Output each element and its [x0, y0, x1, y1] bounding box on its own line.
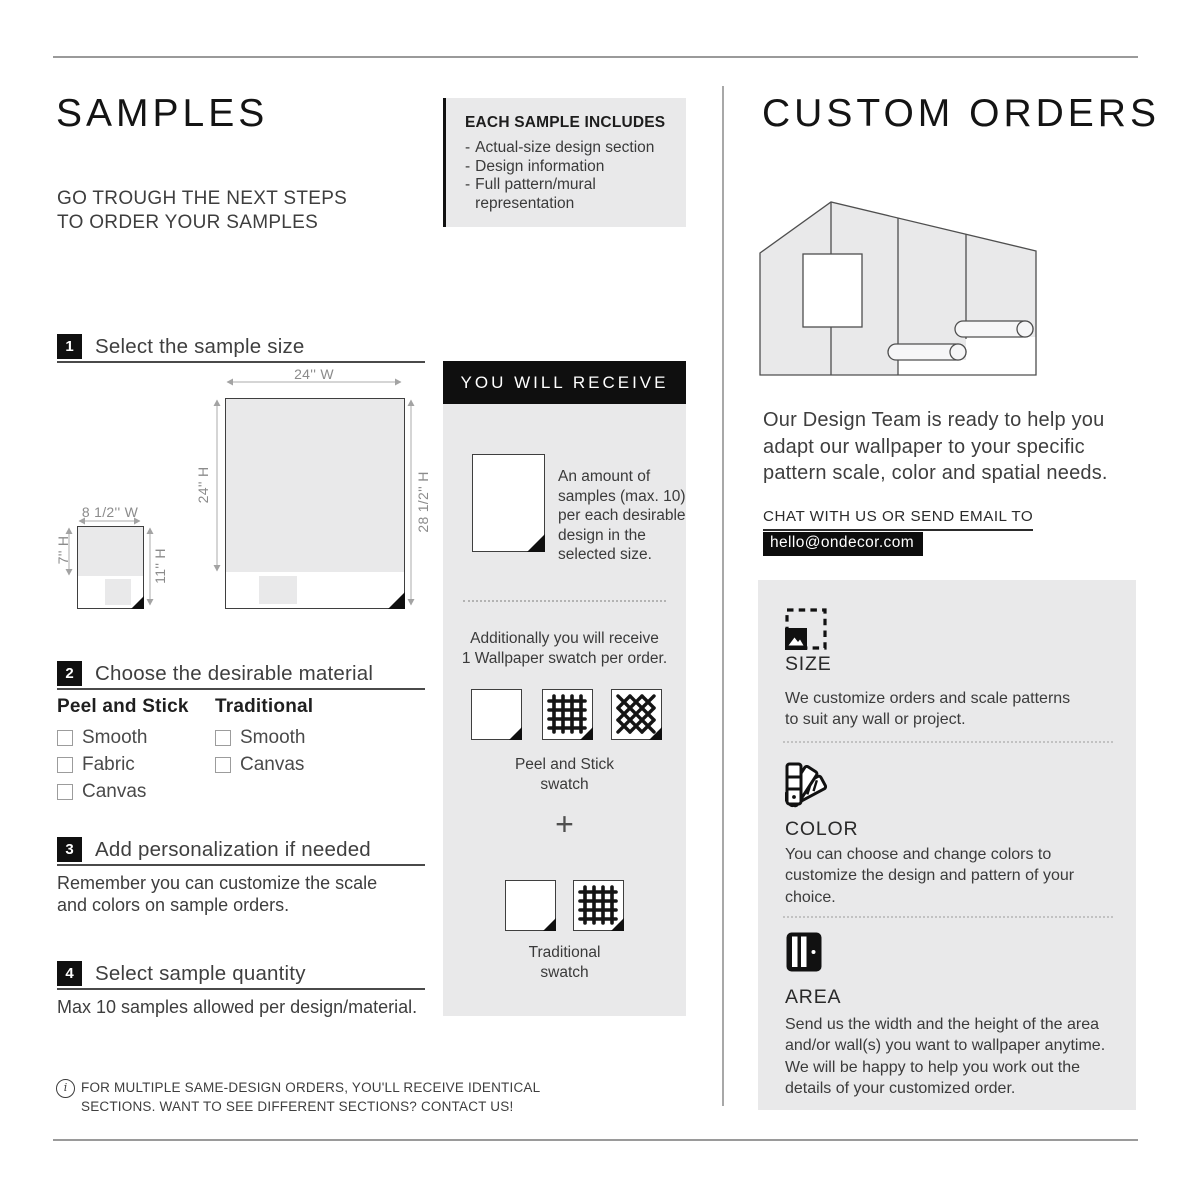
- includes-item: - Actual-size design section: [465, 139, 655, 156]
- color-text: You can choose and change colors to customize the design and pattern of your choice.: [785, 846, 1075, 906]
- swatch-blank-icon: [505, 880, 556, 931]
- small-sample-swatch: [77, 526, 144, 609]
- large-sample-inset: [259, 576, 297, 604]
- size-text: We customize orders and scale patterns to suit any wall or project.: [785, 690, 1071, 729]
- step-4-number: 4: [57, 961, 82, 986]
- swatch-crosshatch-icon: [611, 689, 662, 740]
- wall-door-icon: [785, 931, 823, 973]
- includes-item: - Design information: [465, 157, 605, 175]
- material-option: Canvas: [215, 754, 313, 776]
- swatch-grid-icon: [573, 880, 624, 931]
- panel-divider: [463, 600, 666, 602]
- large-height-left-label: 24'' H: [195, 466, 211, 504]
- small-sample-pattern-area: [78, 527, 143, 576]
- bullet-dash: -: [465, 139, 471, 156]
- design-team-text: Our Design Team is ready to help you adapt our wallpaper to your specific pattern scale, color and spatial needs.: [763, 409, 1108, 484]
- peel-and-stick-swatch-label: Peel and Stick swatch: [514, 756, 615, 793]
- material-column-traditional: Traditional Smooth Canvas: [215, 696, 314, 775]
- checkbox-fabric[interactable]: [57, 757, 73, 773]
- includes-item: - Full pattern/mural representation: [465, 176, 596, 212]
- samples-intro: GO TROUGH THE NEXT STEPS TO ORDER YOUR SAMPLES: [57, 188, 348, 233]
- checkbox-canvas[interactable]: [57, 784, 73, 800]
- top-rule: [53, 56, 1138, 58]
- step-3-text: Remember you can customize the scale and colors on sample orders.: [57, 873, 378, 915]
- custom-order-features-card: [758, 580, 1136, 1110]
- additional-swatch-text: Additionally you will receive 1 Wallpaper swatch per order.: [461, 630, 668, 667]
- checkbox-canvas-traditional[interactable]: [215, 757, 231, 773]
- you-will-receive-panel: [443, 404, 686, 1016]
- small-height-left-label: 7'' H: [55, 535, 71, 565]
- bullet-dash: -: [465, 176, 471, 193]
- large-height-right-label: 28 1/2'' H: [415, 471, 431, 533]
- bullet-dash: -: [465, 157, 471, 175]
- material-option: Smooth: [57, 727, 189, 749]
- small-height-right-label: 11'' H: [152, 548, 168, 584]
- sheet-fold-corner: [527, 534, 545, 552]
- checkbox-smooth[interactable]: [57, 730, 73, 746]
- color-swatches-icon: [785, 762, 833, 808]
- custom-orders-title: CUSTOM ORDERS: [762, 92, 1160, 135]
- large-sample-swatch: [225, 398, 405, 609]
- swatch-fold-corner: [580, 727, 593, 740]
- sample-size-diagram: [55, 366, 431, 618]
- swatch-fold-corner: [509, 727, 522, 740]
- feature-divider: [783, 741, 1113, 743]
- material-option: Fabric: [57, 754, 189, 776]
- swatch-fold-corner: [611, 918, 624, 931]
- material-option: Smooth: [215, 727, 313, 749]
- step-3-header: 3 Add personalization if needed: [57, 837, 425, 866]
- chat-with-us-label: CHAT WITH US OR SEND EMAIL TO: [763, 508, 1033, 531]
- plus-icon: +: [555, 806, 574, 842]
- large-sample-fold-corner: [388, 592, 405, 609]
- footer-note: i FOR MULTIPLE SAME-DESIGN ORDERS, YOU'LL RECEIVE IDENTICAL SECTIONS. WANT TO SEE DIFFERENT SECTIONS? CONTACT US!: [56, 1078, 540, 1116]
- column-divider: [722, 86, 724, 1106]
- step-1-number: 1: [57, 334, 82, 359]
- area-text: Send us the width and the height of the area and/or wall(s) you want to wallpaper anytime. We will be happy to help you work out the details of your customized order.: [785, 1016, 1106, 1097]
- sample-sheet-icon: [472, 454, 545, 552]
- each-sample-includes-box: [443, 98, 686, 227]
- material-option: Canvas: [57, 781, 189, 803]
- house-wallpaper-illustration: [757, 199, 1039, 379]
- includes-title: EACH SAMPLE INCLUDES: [465, 114, 666, 131]
- checkbox-smooth-traditional[interactable]: [215, 730, 231, 746]
- step-4-text: Max 10 samples allowed per design/material.: [57, 997, 418, 1017]
- resize-image-icon: [785, 608, 827, 650]
- step-2-number: 2: [57, 661, 82, 686]
- swatch-fold-corner: [649, 727, 662, 740]
- samples-amount-text: An amount of samples (max. 10) per each desirable design in the selected size.: [558, 468, 686, 563]
- feature-divider: [783, 916, 1113, 918]
- size-title: SIZE: [785, 653, 832, 675]
- area-title: AREA: [785, 986, 842, 1008]
- step-3-number: 3: [57, 837, 82, 862]
- swatch-blank-icon: [471, 689, 522, 740]
- samples-title: SAMPLES: [56, 92, 269, 135]
- small-width-label: 8 1/2'' W: [81, 504, 139, 520]
- traditional-swatch-label: Traditional swatch: [528, 944, 601, 981]
- step-2-header: 2 Choose the desirable material: [57, 661, 425, 690]
- small-sample-fold-corner: [131, 596, 144, 609]
- step-4-header: 4 Select sample quantity: [57, 961, 425, 990]
- info-icon: i: [56, 1079, 75, 1098]
- bottom-rule: [53, 1139, 1138, 1141]
- small-sample-inset: [105, 579, 131, 605]
- color-title: COLOR: [785, 818, 859, 840]
- email-link[interactable]: hello@ondecor.com: [763, 532, 923, 556]
- material-column-peel-and-stick: Peel and Stick Smooth Fabric Canvas: [57, 696, 189, 802]
- large-sample-pattern-area: [226, 399, 404, 572]
- large-width-label: 24'' W: [294, 366, 334, 382]
- swatch-fold-corner: [543, 918, 556, 931]
- you-will-receive-header: YOU WILL RECEIVE: [443, 361, 686, 404]
- step-1-header: 1 Select the sample size: [57, 334, 425, 363]
- swatch-grid-icon: [542, 689, 593, 740]
